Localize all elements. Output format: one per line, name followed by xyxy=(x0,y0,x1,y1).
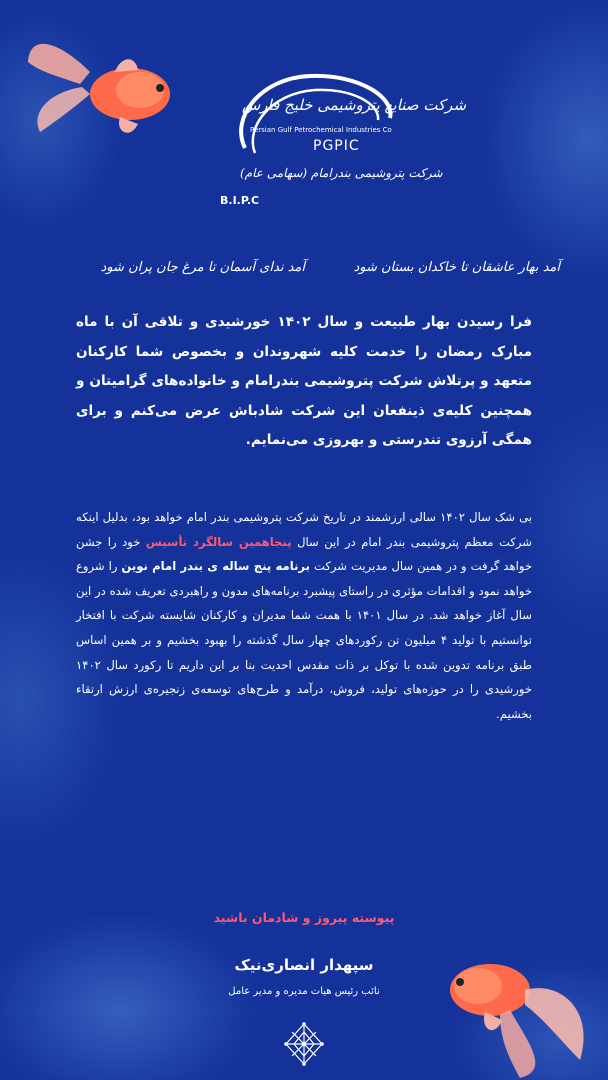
signature-role: نائب رئیس هیات مدیره و مدیر عامل xyxy=(228,986,380,997)
body-text-3: را شروع خواهد نمود و اقدامات مؤثری در راستای پیشبرد برنامه‌های مدون و راهبردی تعریف شده در این سال آغاز خواهد شد. در سال ۱۴۰۱ با همت شما مدیران و کارکنان شایسته شرکت با افتخار توانستیم با تولید ۴ میلیون تن رکوردهای چهار سال گذشته را بهبود بخشیم و بر همین اساس طبق برنامه تدوین شده با توکل بر ذات مقدس احدیت بنا بر این داریم تا رکورد سال ۱۴۰۲ خورشیدی را در حوزه‌های تولید، فروش، درآمد و طرح‌های توسعه‌ی زنجیره‌ی ارزش ارتقاء بخشیم. xyxy=(76,559,532,721)
logo-subsidiary-abbr: B.I.P.C xyxy=(220,194,260,207)
body-text-1: بی شک سال ۱۴۰۲ سالی ارزشمند در تاریخ شرکت پتروشیمی بندر امام خواهد بود، بدلیل اینکه شرکت معظم پتروشیمی بندر امام در این سال xyxy=(76,510,533,549)
body-highlight-anniversary: پنجاهمین سالگرد تأسیس xyxy=(145,534,292,549)
poem-verse xyxy=(60,260,560,288)
closing-wish: پیوسته پیروز و شادمان باشید xyxy=(213,910,395,925)
logo-company-name-fa: شرکت صنایع پتروشیمی خلیج فارس xyxy=(242,96,467,114)
poem-hemistich-2: آمد ندای آسمان تا مرغ جان پران شود xyxy=(100,260,305,275)
body-bold-program: برنامه پنج ساله ی بندر امام نوین xyxy=(121,559,310,574)
body-paragraph xyxy=(76,505,532,726)
company-logo xyxy=(200,58,467,218)
emblem-icon xyxy=(282,1022,326,1066)
lead-paragraph: فرا رسیدن بهار طبیعت و سال ۱۴۰۲ خورشیدی و تلاقی آن با ماه مبارک رمضان را خدمت کلیه شهروندان و بخصوص شما کارکنان متعهد و پرتلاش شرکت پتروشیمی بندرامام و خانواده‌های گرامیتان و همچنین کلیه‌ی ذینفعان این شرکت شادباش عرض می‌کنم و برای همگی آرزوی تندرستی و بهروزی می‌نمایم. xyxy=(76,314,532,448)
signature-name: سپهدار انصاری‌نیک xyxy=(234,956,374,974)
body-text-2: خود را جشن خواهد گرفت و در همین سال مدیریت شرکت xyxy=(76,534,532,574)
goldfish-illustration-top xyxy=(20,32,180,142)
logo-subsidiary-name: شرکت پتروشیمی بندرامام (سهامی عام) xyxy=(240,166,443,180)
logo-company-name-en: Persian Gulf Petrochemical Industries Co xyxy=(250,126,392,134)
poem-hemistich-1: آمد بهار عاشقان تا خاکدان بستان شود xyxy=(353,260,560,275)
logo-abbreviation: PGPIC xyxy=(313,138,360,154)
